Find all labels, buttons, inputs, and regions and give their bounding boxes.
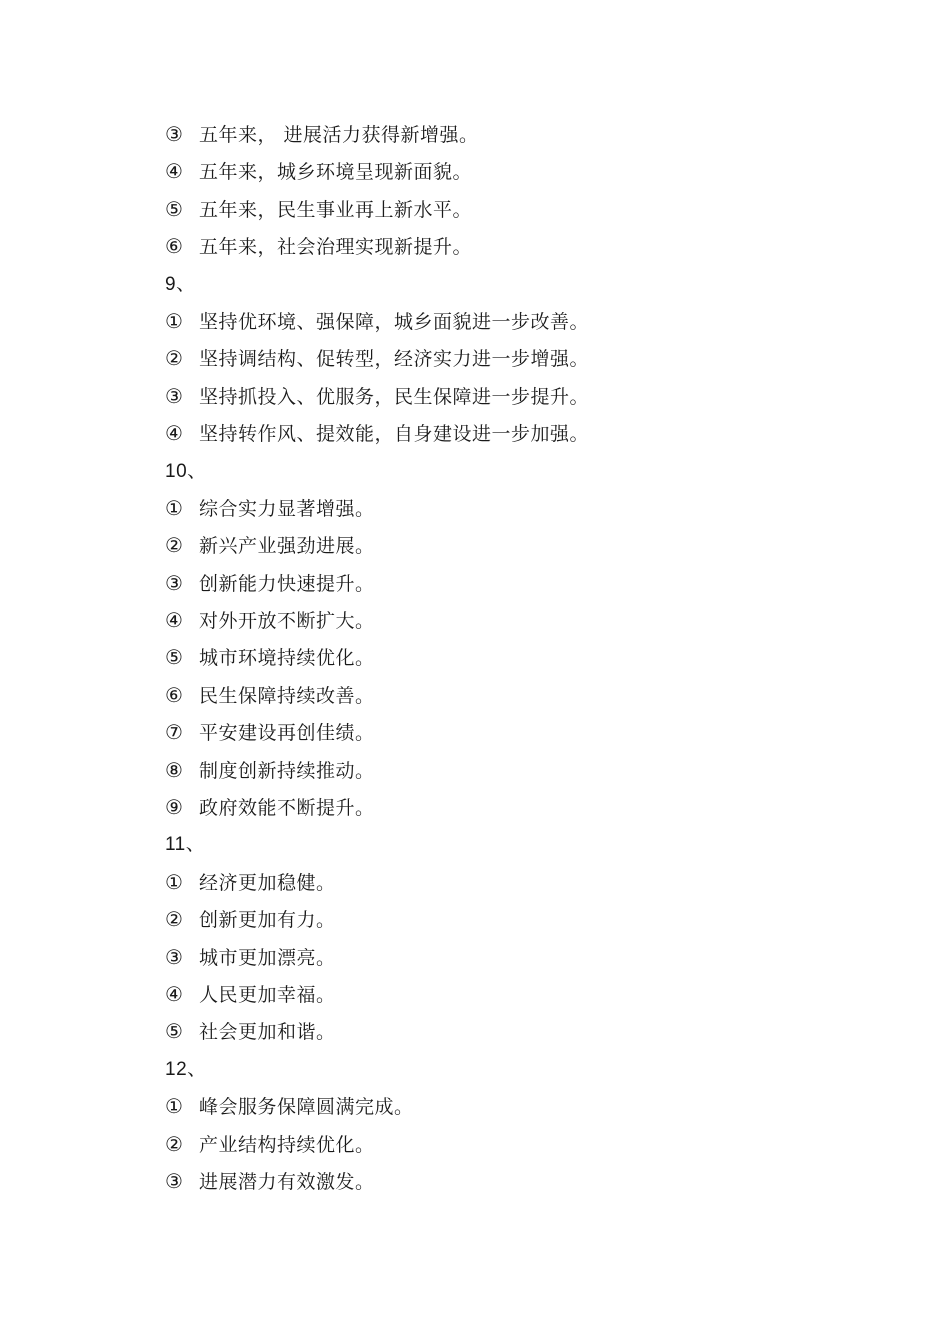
item-text: 人民更加幸福。 bbox=[199, 983, 336, 1006]
document-body bbox=[165, 116, 785, 1200]
list-item bbox=[165, 976, 785, 1013]
list-item bbox=[165, 1088, 785, 1125]
list-item bbox=[165, 153, 785, 190]
item-text: 坚持抓投入、优服务，民生保障进一步提升。 bbox=[199, 385, 590, 408]
list-item bbox=[165, 340, 785, 377]
item-text: 五年来，城乡环境呈现新面貌。 bbox=[199, 161, 473, 184]
item-number-marker: ⑨ bbox=[165, 795, 184, 820]
item-text: 制度创新持续推动。 bbox=[199, 759, 375, 782]
list-item bbox=[165, 1126, 785, 1163]
item-number-marker: ④ bbox=[165, 608, 184, 633]
item-number-marker: ⑤ bbox=[165, 645, 184, 670]
item-text: 平安建设再创佳绩。 bbox=[199, 722, 375, 745]
list-item bbox=[165, 864, 785, 901]
item-number-marker: ④ bbox=[165, 421, 184, 446]
item-number-marker: ⑧ bbox=[165, 757, 184, 782]
item-number-marker: ④ bbox=[165, 981, 184, 1006]
section-heading: 9、 bbox=[165, 273, 196, 295]
item-number-marker: ⑤ bbox=[165, 1019, 184, 1044]
item-text: 产业结构持续优化。 bbox=[199, 1133, 375, 1156]
item-text: 城市环境持续优化。 bbox=[199, 647, 375, 670]
list-item bbox=[165, 714, 785, 751]
item-text: 进展潜力有效激发。 bbox=[199, 1170, 375, 1193]
item-text: 创新能力快速提升。 bbox=[199, 572, 375, 595]
item-text: 民生保障持续改善。 bbox=[199, 684, 375, 707]
item-text: 坚持调结构、促转型，经济实力进一步增强。 bbox=[199, 348, 590, 371]
item-number-marker: ③ bbox=[165, 122, 184, 146]
list-item bbox=[165, 1163, 785, 1200]
item-number-marker: ① bbox=[165, 869, 184, 894]
list-item bbox=[165, 527, 785, 564]
section-heading: 11、 bbox=[165, 834, 206, 856]
item-text: 五年来，民生事业再上新水平。 bbox=[199, 198, 473, 221]
list-item bbox=[165, 378, 785, 415]
item-number-marker: ① bbox=[165, 495, 184, 520]
item-number-marker: ① bbox=[165, 1094, 184, 1119]
list-item bbox=[165, 191, 785, 228]
section-heading: 10、 bbox=[165, 460, 207, 482]
item-number-marker: ⑤ bbox=[165, 196, 184, 221]
section-heading: 12、 bbox=[165, 1058, 207, 1080]
item-number-marker: ③ bbox=[165, 944, 184, 969]
item-number-marker: ③ bbox=[165, 383, 184, 408]
item-text: 坚持优环境、强保障，城乡面貌进一步改善。 bbox=[199, 310, 590, 333]
list-item bbox=[165, 1013, 785, 1050]
item-number-marker: ⑥ bbox=[165, 682, 184, 707]
list-item bbox=[165, 901, 785, 938]
item-number-marker: ④ bbox=[165, 159, 184, 184]
list-item bbox=[165, 303, 785, 340]
item-text: 政府效能不断提升。 bbox=[199, 797, 375, 820]
item-text: 五年来，社会治理实现新提升。 bbox=[199, 236, 473, 259]
list-item bbox=[165, 602, 785, 639]
item-text: 五年来， 进展活力获得新增强。 bbox=[199, 124, 479, 146]
item-number-marker: ② bbox=[165, 1131, 184, 1156]
list-item bbox=[165, 415, 785, 452]
list-item bbox=[165, 116, 785, 153]
item-text: 创新更加有力。 bbox=[199, 909, 336, 932]
item-number-marker: ③ bbox=[165, 1168, 184, 1193]
item-number-marker: ② bbox=[165, 346, 184, 371]
list-item bbox=[165, 752, 785, 789]
item-number-marker: ① bbox=[165, 308, 184, 333]
list-item bbox=[165, 939, 785, 976]
item-text: 社会更加和谐。 bbox=[199, 1021, 336, 1044]
list-item bbox=[165, 789, 785, 826]
item-number-marker: ⑦ bbox=[165, 720, 184, 745]
item-text: 对外开放不断扩大。 bbox=[199, 610, 375, 633]
list-item bbox=[165, 677, 785, 714]
item-text: 经济更加稳健。 bbox=[199, 871, 336, 894]
list-item bbox=[165, 639, 785, 676]
list-item bbox=[165, 565, 785, 602]
item-number-marker: ② bbox=[165, 533, 184, 558]
list-item bbox=[165, 228, 785, 265]
item-number-marker: ⑥ bbox=[165, 234, 184, 259]
item-number-marker: ③ bbox=[165, 570, 184, 595]
item-text: 综合实力显著增强。 bbox=[199, 497, 375, 520]
item-text: 城市更加漂亮。 bbox=[199, 946, 336, 969]
list-item bbox=[165, 490, 785, 527]
item-text: 坚持转作风、提效能，自身建设进一步加强。 bbox=[199, 423, 590, 446]
item-text: 峰会服务保障圆满完成。 bbox=[199, 1096, 414, 1119]
item-text: 新兴产业强劲进展。 bbox=[199, 535, 375, 558]
item-number-marker: ② bbox=[165, 907, 184, 932]
